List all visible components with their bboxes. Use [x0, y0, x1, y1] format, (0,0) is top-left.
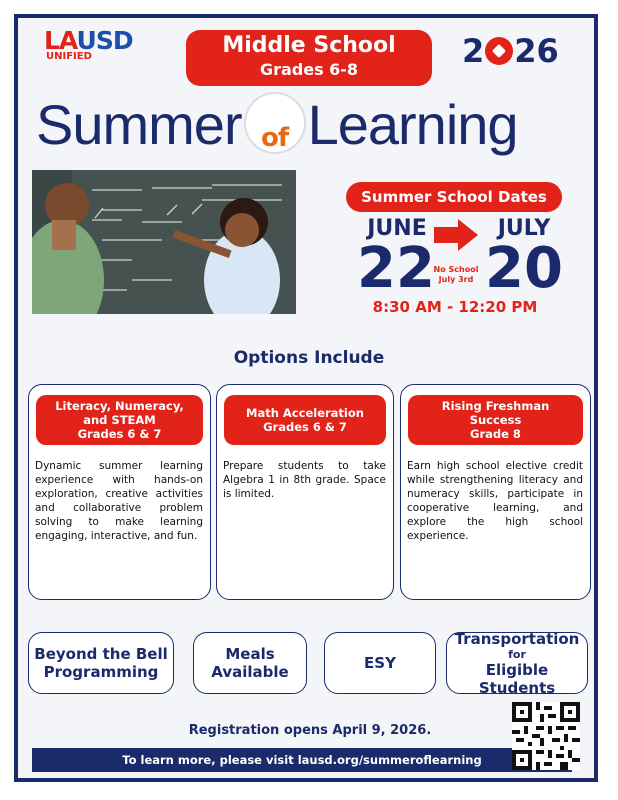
- option-card-title: Rising Freshman Success Grade 8: [408, 395, 583, 445]
- feature-esy: [324, 632, 436, 694]
- feature-meals-line1: Meals: [225, 645, 275, 663]
- option-card-freshman: [400, 384, 591, 600]
- option-card-title: Literacy, Numeracy, and STEAM Grades 6 & 7: [36, 395, 203, 445]
- end-day: 20: [485, 236, 563, 301]
- feature-meals: [193, 632, 307, 694]
- school-hours: 8:30 AM - 12:20 PM: [372, 298, 538, 316]
- page-title: [36, 92, 582, 162]
- feature-transport-line2: for: [508, 647, 526, 661]
- title-right: Learning: [307, 93, 518, 156]
- no-school-line1: No School: [433, 265, 479, 274]
- feature-meals-line2: Available: [211, 663, 289, 681]
- title-left: Summer: [36, 93, 242, 156]
- option-card-title: Math Acceleration Grades 6 & 7: [224, 395, 386, 445]
- year: [462, 32, 582, 72]
- year-suffix: 26: [514, 32, 559, 70]
- feature-beyond-the-bell: [28, 632, 174, 694]
- soccer-ball-of-icon: [244, 92, 306, 154]
- dates-label: Summer School Dates: [346, 182, 562, 212]
- lausd-logo: [44, 26, 154, 66]
- registration-notice: Registration opens April 9, 2026.: [188, 723, 432, 738]
- start-month: JUNE: [367, 216, 427, 241]
- option-card-body: Earn high school elective credit while strengthening literacy and numeracy skills, participate in cooperative learning, and explore the high school experience.: [407, 460, 583, 542]
- logo-text-blue: USD: [76, 26, 133, 55]
- option-card-literacy: [28, 384, 211, 600]
- qr-code-icon[interactable]: [512, 702, 580, 770]
- option-card-body: Dynamic summer learning experience with hands-on exploration, creative activities and collaborative problem solving to make learning engaging, interactive, and fun.: [35, 460, 203, 542]
- start-day: 22: [357, 236, 435, 301]
- badge-line2: Grades 6-8: [259, 60, 359, 79]
- footer-link-bar[interactable]: To learn more, please visit lausd.org/summeroflearning: [32, 748, 572, 772]
- grade-level-badge: [186, 30, 432, 86]
- option-card-math: [216, 384, 394, 600]
- option-card-body: Prepare students to take Algebra 1 in 8th grade. Space is limited.: [223, 460, 386, 500]
- title-middle: of: [261, 123, 289, 153]
- feature-bell-line1: Beyond the Bell: [34, 645, 168, 663]
- feature-bell-line2: Programming: [43, 663, 159, 681]
- feature-transport-line1: Transportation: [454, 629, 580, 648]
- logo-text-red: LA: [44, 26, 77, 55]
- no-school-line2: July 3rd: [438, 275, 474, 284]
- badge-line1: Middle School: [222, 33, 396, 58]
- feature-esy-label: ESY: [364, 654, 396, 672]
- feature-transport-line3: Eligible Students: [478, 660, 556, 697]
- no-school-note: [428, 265, 484, 285]
- year-prefix: 2: [462, 32, 485, 70]
- soccer-ball-icon: [485, 37, 513, 65]
- options-heading: Options Include: [233, 348, 385, 368]
- arrow-right-icon: [432, 218, 480, 252]
- feature-transportation: [446, 629, 588, 697]
- classroom-photo: [32, 170, 296, 314]
- logo-subtext: UNIFIED: [46, 51, 92, 62]
- end-month: JULY: [497, 216, 551, 241]
